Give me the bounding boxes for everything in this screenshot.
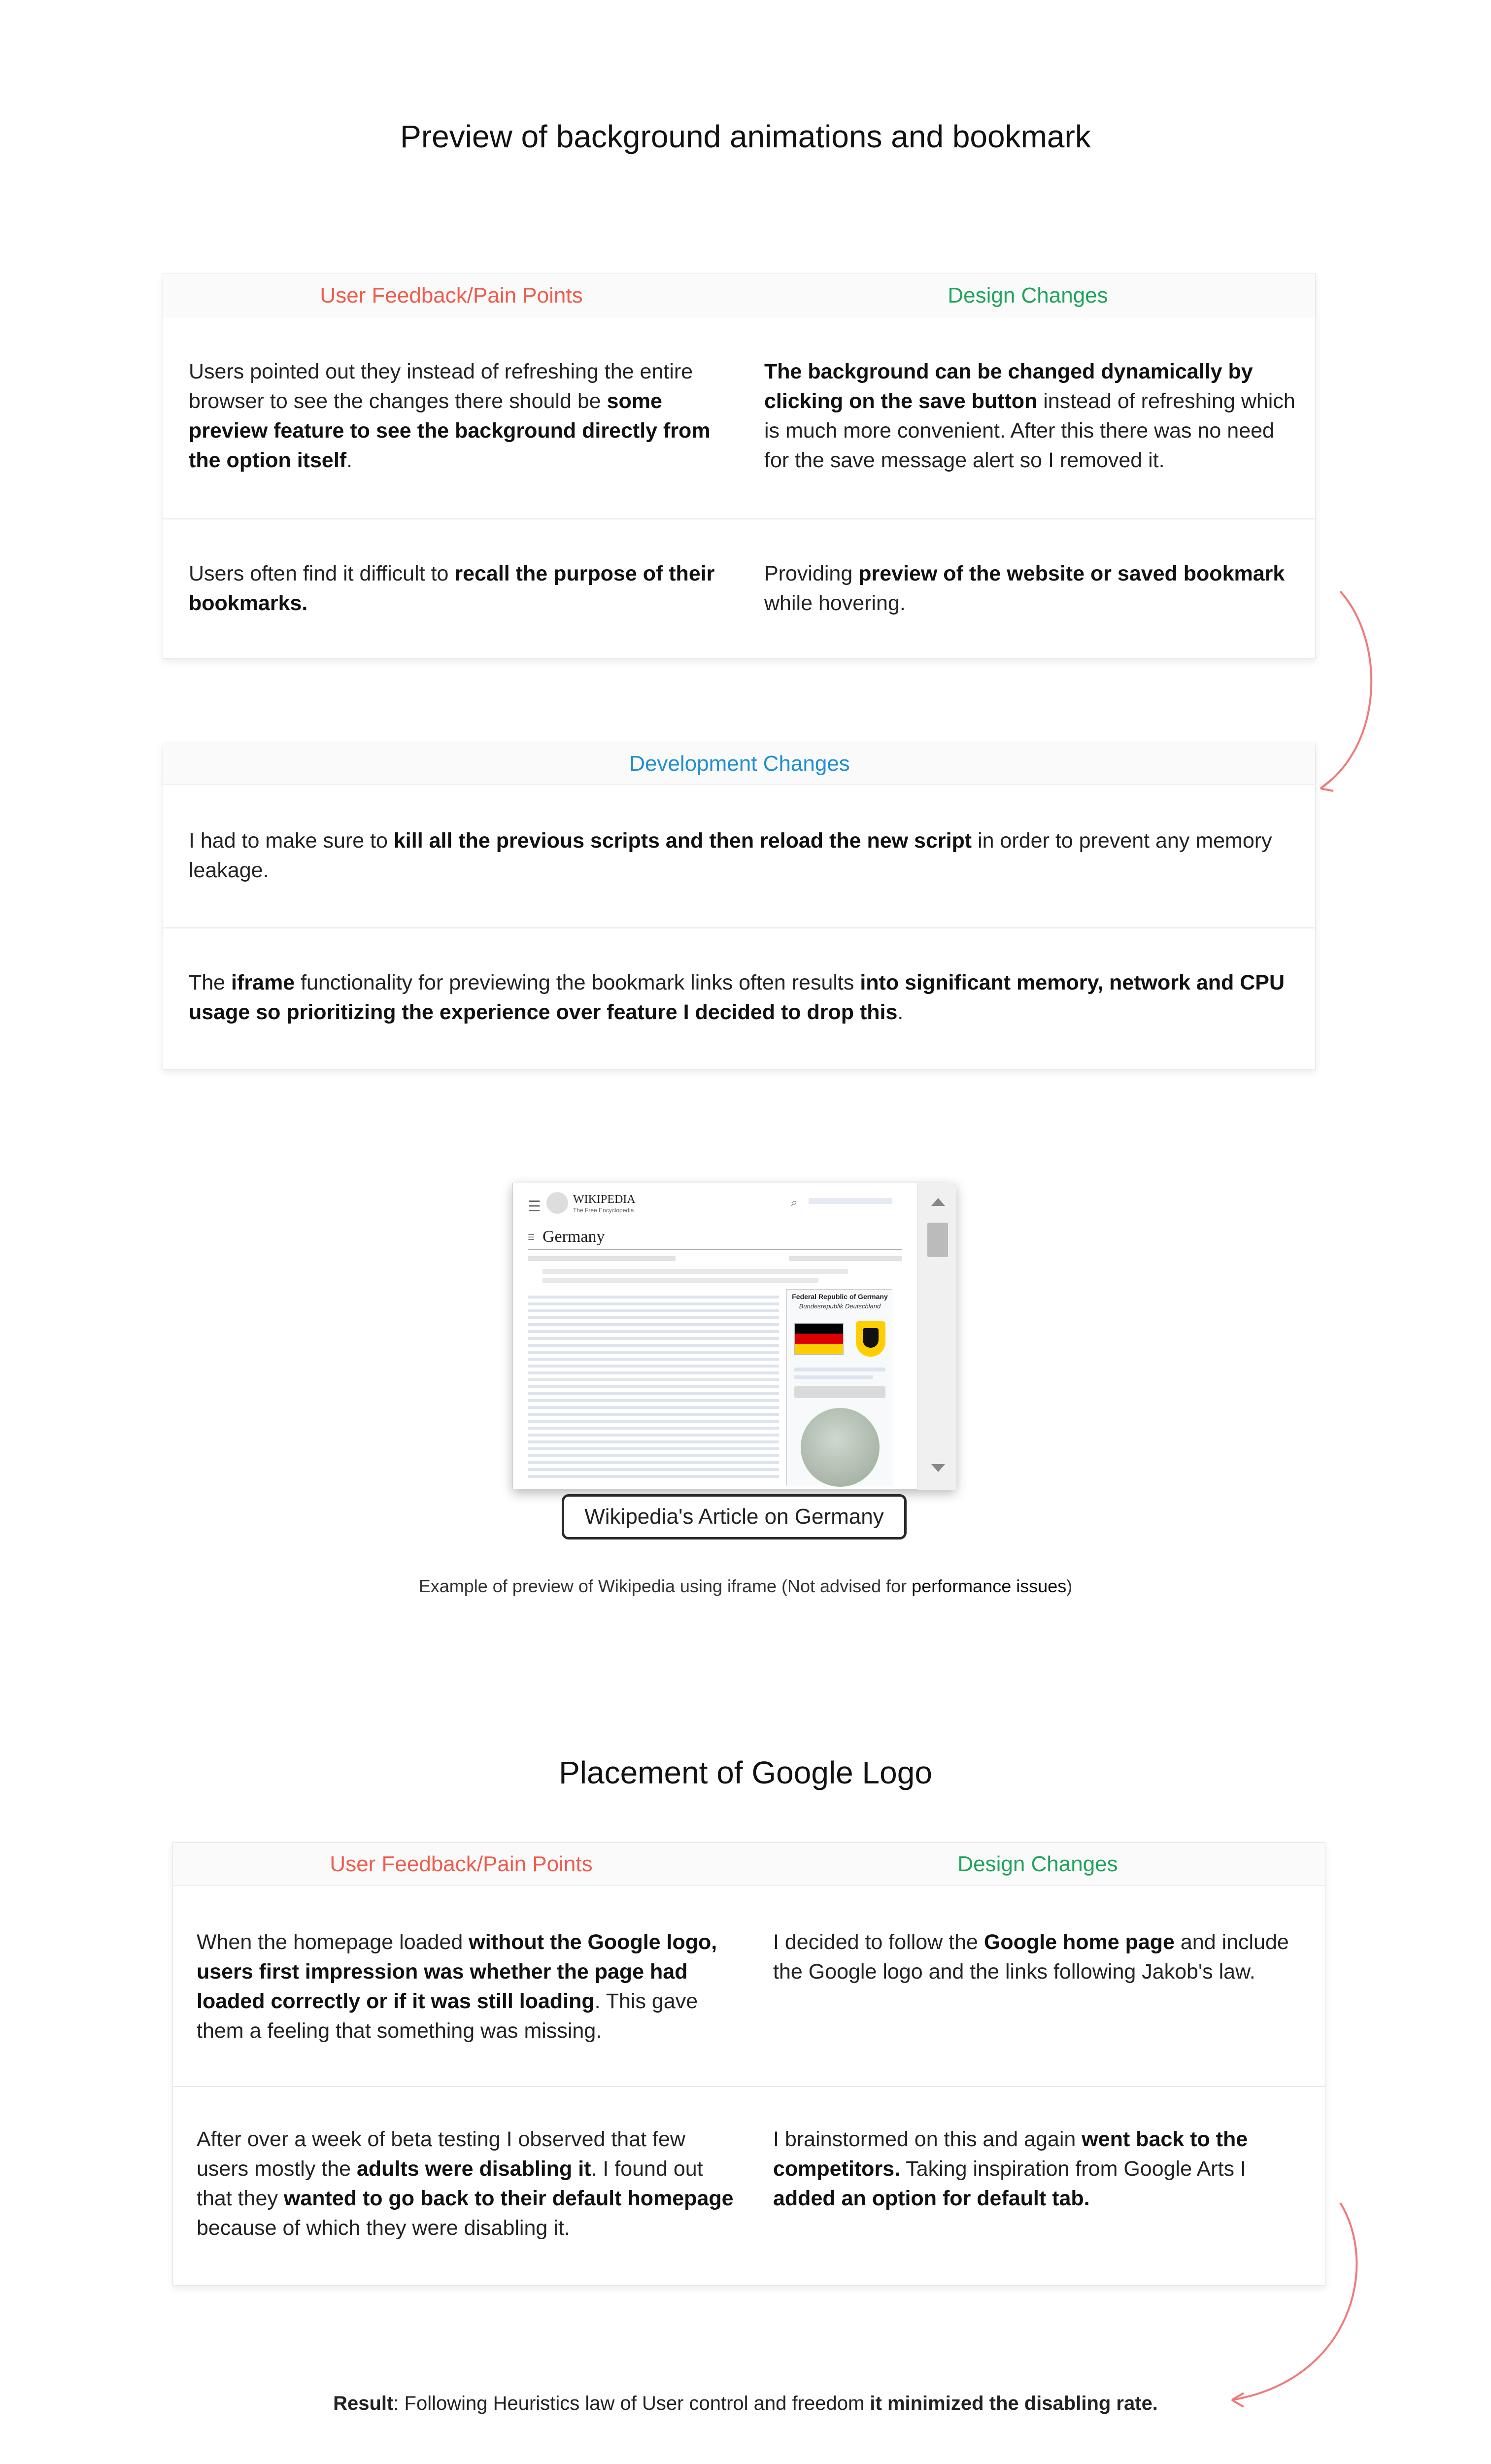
emphasis-text: wanted to go back to their default homepage [283, 2187, 734, 2210]
body-text: functionality for previewing the bookmark links often results [295, 971, 860, 994]
pain-point-1 [189, 357, 731, 475]
map-globe [801, 1408, 880, 1487]
scroll-thumb[interactable] [927, 1223, 948, 1257]
text-line [542, 1278, 818, 1283]
design-change-1 [764, 357, 1301, 475]
body-text: in order to prevent any memory leakage. [189, 829, 1272, 882]
infobox-title: Federal Republic of Germany [792, 1293, 888, 1300]
design-changes-header: Design Changes [957, 1852, 1118, 1876]
emphasis-text: it minimized the disabling rate. [870, 2393, 1158, 2414]
emphasis-text: without the Google logo, users first impression was whether the page had loaded correctly or if it was still loading [197, 1930, 717, 2013]
table-header [173, 1843, 1325, 1886]
feedback-table-2 [172, 1842, 1325, 2286]
row-divider [163, 927, 1315, 928]
body-text: . I found out that they [197, 2157, 703, 2210]
article-title: Germany [542, 1228, 605, 1246]
body-text: . [346, 448, 353, 472]
body-text: After over a week of beta testing I observed that few users mostly the [197, 2127, 685, 2181]
toc-icon: ☰ [528, 1233, 535, 1242]
header-links [809, 1198, 892, 1204]
emphasis-text: iframe [231, 971, 295, 994]
emphasis-text: The background can be changed dynamically by clicking on the save button [764, 360, 1253, 413]
text-line [789, 1256, 902, 1261]
body-text: I decided to follow the [773, 1930, 984, 1954]
text-line [794, 1375, 873, 1379]
title-rule [528, 1249, 902, 1250]
emphasis-text: preview of the website or saved bookmark [858, 562, 1285, 585]
emphasis-text: added an option for default tab. [773, 2187, 1090, 2210]
row-divider [163, 518, 1315, 519]
body-text: I brainstormed on this and again [773, 2127, 1082, 2151]
german-flag [794, 1323, 844, 1355]
pain-points-header: User Feedback/Pain Points [330, 1852, 593, 1876]
scrollbar[interactable] [917, 1183, 956, 1490]
design-change-2 [764, 559, 1301, 618]
body-text: Providing [764, 562, 859, 585]
pain-point-2 [197, 2124, 739, 2243]
body-text: . [897, 1000, 904, 1024]
infobox-native-name: Bundesrepublik Deutschland [799, 1302, 881, 1310]
wikipedia-tagline: The Free Encyclopedia [573, 1207, 634, 1214]
section2-title: Placement of Google Logo [559, 1755, 932, 1790]
body-text: . This gave them a feeling that something was missing. [197, 1989, 698, 2043]
emphasis-text: Result [333, 2393, 394, 2414]
body-text: Users often find it difficult to [189, 562, 455, 585]
feedback-table-1 [163, 274, 1316, 659]
bookmark-tooltip: Wikipedia's Article on Germany [562, 1494, 907, 1540]
scroll-up-icon[interactable] [931, 1198, 945, 1206]
dev-changes-header: Development Changes [629, 752, 850, 776]
dev-change-2 [189, 968, 1297, 1027]
body-text: The [189, 971, 232, 994]
text-line [794, 1368, 885, 1371]
caption-text: Example of preview of Wikipedia using iframe (Not advised for [418, 1576, 912, 1596]
row-divider [173, 2086, 1325, 2087]
caption-suffix: ) [1066, 1576, 1073, 1596]
body-text: and include the Google logo and the links following Jakob's law. [773, 1930, 1289, 1984]
wikipedia-globe-icon [546, 1192, 568, 1214]
body-text: I had to make sure to [189, 829, 394, 853]
design-changes-header: Design Changes [948, 283, 1108, 308]
wikipedia-logo: WIKIPEDIA [573, 1193, 636, 1206]
section1-title: Preview of background animations and bookmark [400, 119, 1091, 154]
scroll-down-icon[interactable] [931, 1464, 945, 1472]
caption-bold: performance issues [912, 1576, 1067, 1596]
emphasis-text: into significant memory, network and CPU usage so prioritizing the experience over feature I decided to drop this [189, 971, 1285, 1024]
emphasis-text: some preview feature to see the background directly from the option itself [189, 389, 711, 472]
dev-header-row [163, 743, 1315, 785]
emphasis-text: went back to the competitors. [773, 2127, 1248, 2181]
text-line [528, 1256, 676, 1261]
preview-caption [0, 1576, 1491, 1597]
search-icon: ⌕ [791, 1196, 798, 1208]
result-statement [0, 2393, 1491, 2415]
curved-arrow-2 [1222, 2193, 1380, 2420]
article-body [528, 1292, 779, 1479]
infobox [786, 1289, 892, 1486]
coat-of-arms [856, 1321, 885, 1357]
menu-icon: ☰ [528, 1198, 541, 1215]
emphasis-text: Google home page [983, 1930, 1175, 1954]
pain-points-header: User Feedback/Pain Points [320, 283, 583, 308]
body-text: Taking inspiration from Google Arts I [900, 2157, 1246, 2181]
dev-change-1 [189, 826, 1297, 885]
body-text: Users pointed out they instead of refreshing the entire browser to see the changes there should be [189, 360, 693, 413]
body-text: When the homepage loaded [197, 1930, 469, 1954]
text-line [542, 1269, 848, 1274]
dev-changes-table [163, 743, 1316, 1070]
design-change-1 [773, 1927, 1310, 1986]
body-text: instead of refreshing which is much more convenient. After this there was no need for the save message alert so I removed it. [764, 389, 1295, 472]
body-text: while hovering. [764, 591, 906, 615]
emphasis-text: kill all the previous scripts and then reload the new script [393, 829, 972, 853]
table-header [163, 274, 1315, 317]
body-text: : Following Heuristics law of User control and freedom [393, 2393, 870, 2414]
audio-player[interactable] [794, 1386, 885, 1398]
emphasis-text: adults were disabling it [357, 2157, 591, 2181]
body-text: because of which they were disabling it. [197, 2216, 570, 2240]
emphasis-text: recall the purpose of their bookmarks. [189, 562, 715, 615]
pain-point-1 [197, 1927, 739, 2046]
wikipedia-iframe-preview[interactable] [512, 1183, 956, 1489]
pain-point-2 [189, 559, 731, 618]
